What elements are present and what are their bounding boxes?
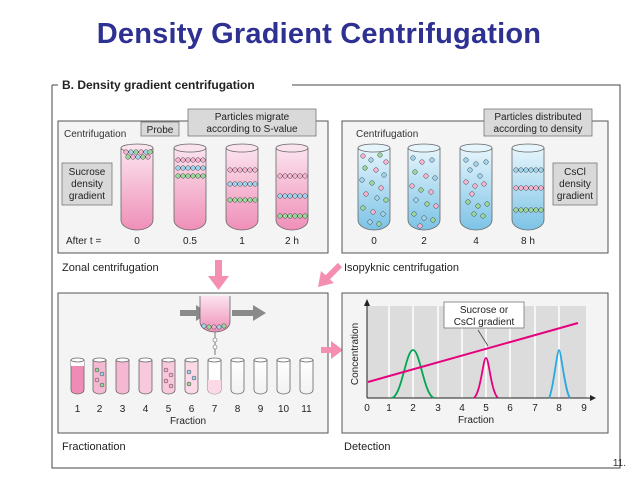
migrate-line2: according to S-value <box>206 124 298 135</box>
cscl-line1: CsCl <box>564 167 586 178</box>
fraction-tube-10 <box>277 358 290 394</box>
down-arrow <box>208 260 229 290</box>
fraction-number-5: 5 <box>165 404 172 415</box>
zonal-tube-t05 <box>174 144 206 230</box>
zonal-time-2h: 2 h <box>285 236 299 247</box>
fraction-tube-6 <box>185 358 198 394</box>
sucrose-line2: density <box>71 179 103 190</box>
sucrose-line3: gradient <box>68 191 106 202</box>
zonal-caption: Zonal centrifugation <box>62 262 159 274</box>
isopyknic-tube-t0 <box>358 144 390 230</box>
fraction-number-10: 10 <box>277 404 290 415</box>
zonal-time-05: 0.5 <box>183 236 197 247</box>
tick-7: 7 <box>532 403 538 414</box>
page-number: 11. <box>612 458 626 469</box>
fraction-number-7: 7 <box>211 404 218 415</box>
tick-3: 3 <box>435 403 441 414</box>
section-label: B. Density gradient centrifugation <box>62 78 255 92</box>
zonal-time-1: 1 <box>239 236 245 247</box>
fraction-number-3: 3 <box>119 404 126 415</box>
zonal-tube-t1 <box>226 144 258 230</box>
fraction-number-11: 11 <box>301 404 312 415</box>
particle-band <box>124 150 153 160</box>
detection-caption: Detection <box>344 441 391 453</box>
sucrose-line1: Sucrose <box>68 167 106 178</box>
distributed-callout <box>484 109 592 136</box>
isopyknic-centrifugation-label: Centrifugation <box>356 129 419 140</box>
fraction-number-4: 4 <box>142 404 149 415</box>
isopyknic-tube-t8 <box>512 144 544 230</box>
gradient-callout <box>444 302 524 328</box>
isopyknic-time-8h: 8 h <box>521 236 535 247</box>
isopyknic-tube-t2 <box>408 144 440 230</box>
probe-callout <box>141 122 179 136</box>
fraction-number-1: 1 <box>74 404 81 415</box>
fraction-tube-11 <box>300 358 313 394</box>
tick-9: 9 <box>581 403 587 414</box>
cscl-line3: gradient <box>556 191 594 202</box>
diagonal-arrow <box>318 265 340 287</box>
after-t-label: After t = <box>66 236 102 247</box>
fraction-tube-5 <box>162 358 175 394</box>
detection-ylabel: Concentration <box>350 322 361 386</box>
fractionation-axis-label: Fraction <box>169 416 207 427</box>
zonal-centrifugation-label: Centrifugation <box>64 129 127 140</box>
tick-1: 1 <box>386 403 392 414</box>
distributed-line1: Particles distributed <box>494 112 582 123</box>
fraction-tube-9 <box>254 358 267 394</box>
fraction-tube-7 <box>208 358 221 394</box>
fraction-number-8: 8 <box>234 404 241 415</box>
cscl-callout <box>553 163 597 205</box>
fraction-number-6: 6 <box>188 404 195 415</box>
gradient-line1: Sucrose or <box>459 305 509 316</box>
isopyknic-caption: Isopyknic centrifugation <box>344 262 459 274</box>
isopyknic-time-4: 4 <box>473 236 479 247</box>
tick-0: 0 <box>364 403 370 414</box>
fraction-tube-1 <box>71 358 84 394</box>
isopyknic-time-2: 2 <box>421 236 427 247</box>
migrate-line1: Particles migrate <box>214 112 290 123</box>
sucrose-callout <box>62 163 112 205</box>
fraction-number-9: 9 <box>257 404 264 415</box>
fraction-tube-8 <box>231 358 244 394</box>
fraction-tube-4 <box>139 358 152 394</box>
probe-label: Probe <box>146 125 174 136</box>
migrate-callout <box>188 109 316 136</box>
zonal-tube-t0 <box>121 144 153 230</box>
cscl-line2: density <box>559 179 591 190</box>
fraction-tube-3 <box>116 358 129 394</box>
fraction-number-2: 2 <box>96 404 103 415</box>
tick-6: 6 <box>507 403 513 414</box>
tick-2: 2 <box>410 403 416 414</box>
tick-8: 8 <box>556 403 562 414</box>
slide-title: Density Gradient Centrifugation <box>96 18 542 50</box>
gradient-line2: CsCl gradient <box>453 317 515 328</box>
fraction-tube-2 <box>93 358 106 394</box>
detection-xlabel: Fraction <box>457 415 495 426</box>
tick-5: 5 <box>483 403 489 414</box>
tick-4: 4 <box>459 403 465 414</box>
fractionation-caption: Fractionation <box>62 441 126 453</box>
distributed-line2: according to density <box>493 124 583 135</box>
isopyknic-tube-t4 <box>460 144 492 230</box>
isopyknic-time-0: 0 <box>371 236 377 247</box>
zonal-tube-t2 <box>276 144 308 230</box>
zonal-time-0: 0 <box>134 236 140 247</box>
